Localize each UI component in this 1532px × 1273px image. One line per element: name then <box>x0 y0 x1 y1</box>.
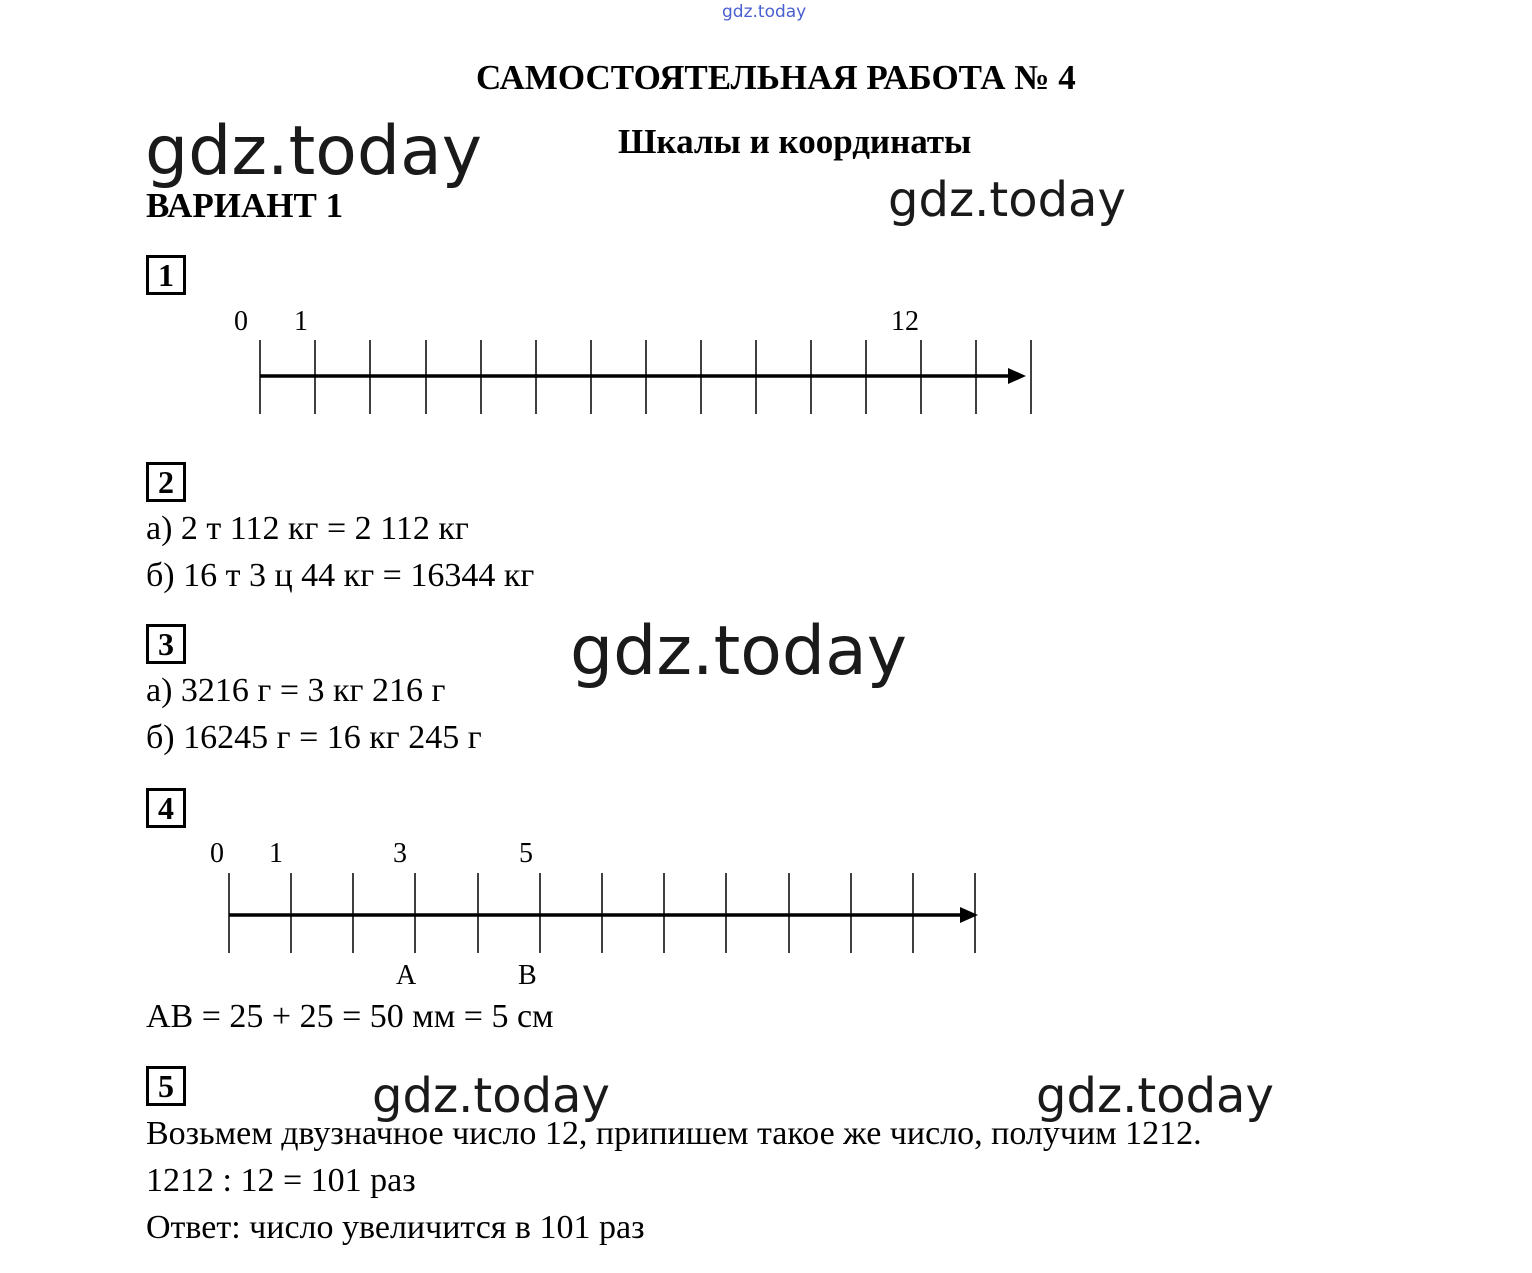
page-subtitle: Шкалы и координаты <box>618 122 972 161</box>
point-a-label: A <box>396 960 417 991</box>
task-5-answer: Ответ: число увеличится в 101 раз <box>146 1209 645 1246</box>
point-b-label: B <box>518 960 537 991</box>
task-2-line-a: а) 2 т 112 кг = 2 112 кг <box>146 510 469 547</box>
task-2-line-b: б) 16 т 3 ц 44 кг = 16344 кг <box>146 557 535 594</box>
scale-4-label-3: 3 <box>393 838 407 869</box>
task-1-scale <box>260 340 1031 414</box>
scale-1-label-12: 12 <box>891 306 919 337</box>
task-1-number: 1 <box>146 255 186 295</box>
axis-arrow <box>1008 368 1026 384</box>
task-3-line-b: б) 16245 г = 16 кг 245 г <box>146 719 482 756</box>
watermark-bottom-right: gdz.today <box>1036 1068 1274 1124</box>
task-5-line-2: 1212 : 12 = 101 раз <box>146 1162 416 1199</box>
scale-4-label-0: 0 <box>210 838 224 869</box>
watermark-upper-right: gdz.today <box>888 172 1126 228</box>
task-5-number: 5 <box>146 1066 186 1106</box>
page-title: САМОСТОЯТЕЛЬНАЯ РАБОТА № 4 <box>476 58 1076 97</box>
task-5-line-1: Возьмем двузначное число 12, припишем такое же число, получим 1212. <box>146 1115 1202 1152</box>
task-2-number: 2 <box>146 462 186 502</box>
scale-4-label-1: 1 <box>269 838 283 869</box>
task-4-result: AB = 25 + 25 = 50 мм = 5 см <box>146 998 554 1035</box>
task-4-number: 4 <box>146 788 186 828</box>
scale-1-label-1: 1 <box>294 306 308 337</box>
scale-1-label-0: 0 <box>234 306 248 337</box>
task-3-number: 3 <box>146 624 186 664</box>
watermark-large: gdz.today <box>145 112 482 191</box>
task-4-scale <box>229 873 978 953</box>
scale-4-label-5: 5 <box>519 838 533 869</box>
watermark-bottom-left: gdz.today <box>372 1068 610 1124</box>
variant-heading: ВАРИАНТ 1 <box>146 186 344 225</box>
task-3-line-a: а) 3216 г = 3 кг 216 г <box>146 672 446 709</box>
watermark-top: gdz.today <box>722 2 807 22</box>
watermark-center: gdz.today <box>570 612 907 691</box>
